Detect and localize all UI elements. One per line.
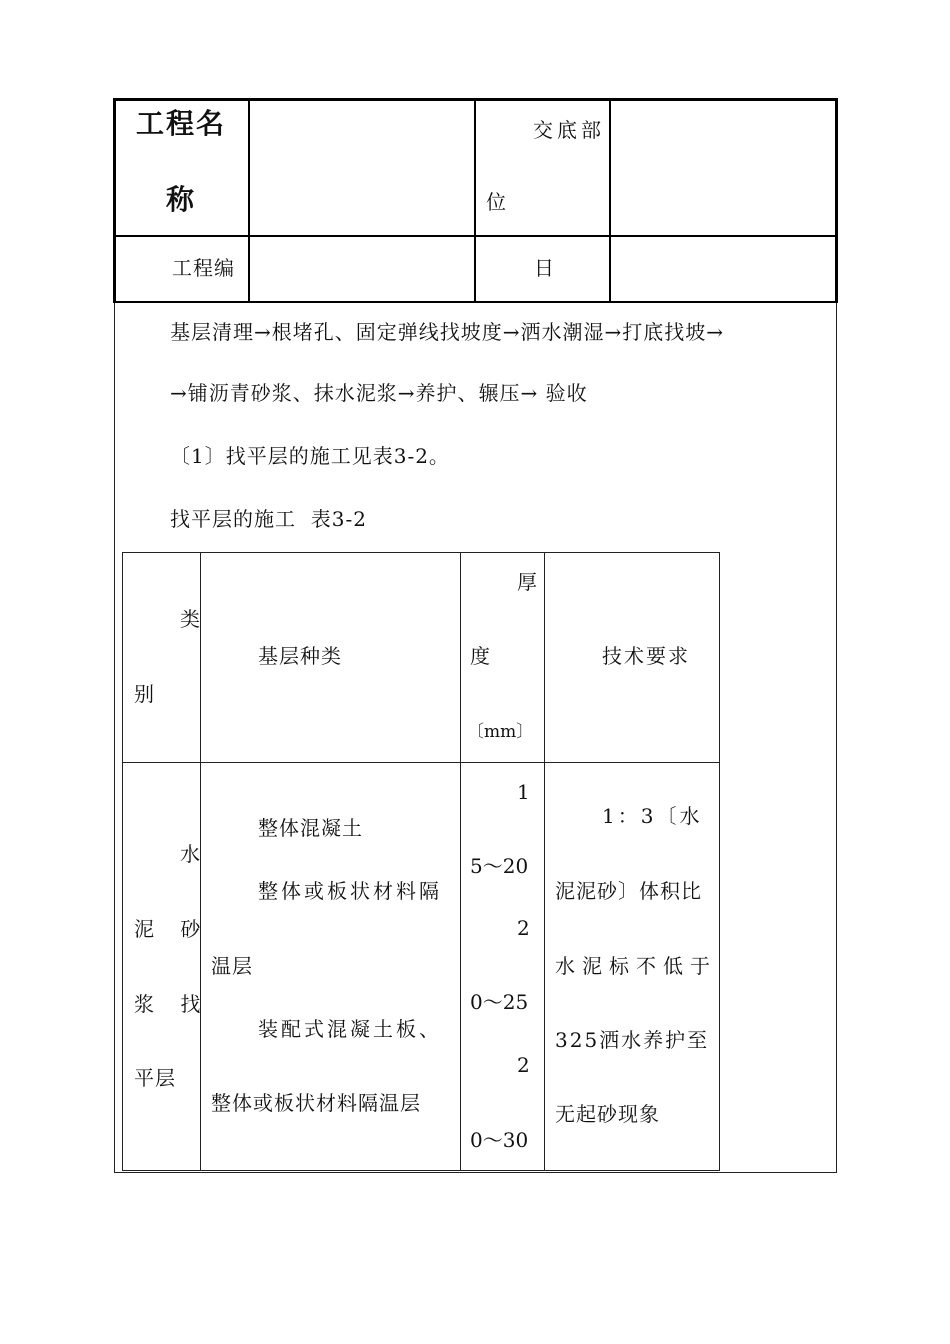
row-category-line-1: 水	[180, 842, 201, 866]
row-thickness-line-4: 0～25	[470, 990, 529, 1014]
header-thickness-2: 度	[470, 644, 491, 668]
header-thickness-1: 厚	[517, 570, 538, 594]
row-thickness-line-1: 1	[517, 780, 531, 804]
body-bottom-border	[114, 1172, 837, 1173]
row-base-line-2: 整体或板状材料隔	[258, 879, 442, 903]
row-base-line-5: 整体或板状材料隔温层	[211, 1091, 421, 1115]
header-category-2: 别	[134, 682, 155, 706]
spec-col-4	[719, 552, 720, 1171]
spec-col-0	[122, 552, 123, 1171]
table-title: 找平层的施工 表3-2	[170, 507, 367, 531]
project-no-label: 工程编	[172, 256, 235, 280]
row-category-line-3: 浆 找	[134, 992, 211, 1016]
handover-part-label-line2: 位	[486, 190, 507, 214]
header-category-1: 类	[180, 607, 201, 631]
spec-col-3	[544, 552, 545, 1171]
row-req-line-1: 1：3〔水	[602, 804, 703, 828]
process-line-2: →铺沥青砂浆、抹水泥浆→养护、辗压→ 验收	[170, 381, 588, 405]
spec-bottom-border	[122, 1170, 720, 1171]
spec-top-border	[122, 552, 720, 553]
header-requirements: 技术要求	[602, 644, 690, 668]
row-category-line-4: 平层	[134, 1066, 176, 1090]
project-name-label-line2: 称	[166, 183, 197, 216]
date-label: 日	[534, 256, 555, 280]
project-name-label-line1: 工程名	[136, 107, 227, 140]
header-left-border	[113, 98, 116, 303]
row-base-line-4: 装配式混凝土板、	[258, 1017, 442, 1041]
row-req-line-2: 泥泥砂〕体积比	[555, 879, 702, 903]
note-text: 〔1〕找平层的施工见表3-2。	[170, 444, 450, 468]
spec-col-2	[460, 552, 461, 1171]
row-category-line-2: 泥 砂	[134, 917, 211, 941]
row-thickness-line-3: 2	[517, 916, 531, 940]
row-thickness-line-2: 5～20	[470, 854, 529, 878]
row-thickness-line-5: 2	[517, 1053, 531, 1077]
process-line-1: 基层清理→根堵孔、固定弹线找坡度→洒水潮湿→打底找坡→	[170, 320, 725, 344]
spec-header-border	[122, 762, 720, 763]
row-req-line-5: 无起砂现象	[555, 1102, 660, 1126]
row-thickness-line-6: 0～30	[470, 1128, 529, 1152]
row-base-line-3: 温层	[211, 954, 253, 978]
handover-part-label-line1: 交底部	[533, 118, 605, 142]
row-req-line-4: 325洒水养护至	[555, 1028, 710, 1052]
body-right-border	[836, 303, 837, 1173]
row-req-line-3: 水泥标不低于	[555, 954, 717, 978]
header-col-divider-2	[474, 98, 476, 303]
header-col-divider-1	[248, 98, 250, 303]
header-base-type: 基层种类	[258, 644, 342, 668]
header-col-divider-3	[609, 98, 611, 303]
header-right-border	[835, 98, 838, 303]
body-left-border	[114, 303, 115, 1173]
header-thickness-3: 〔mm〕	[467, 722, 534, 742]
row-base-line-1: 整体混凝土	[258, 816, 363, 840]
